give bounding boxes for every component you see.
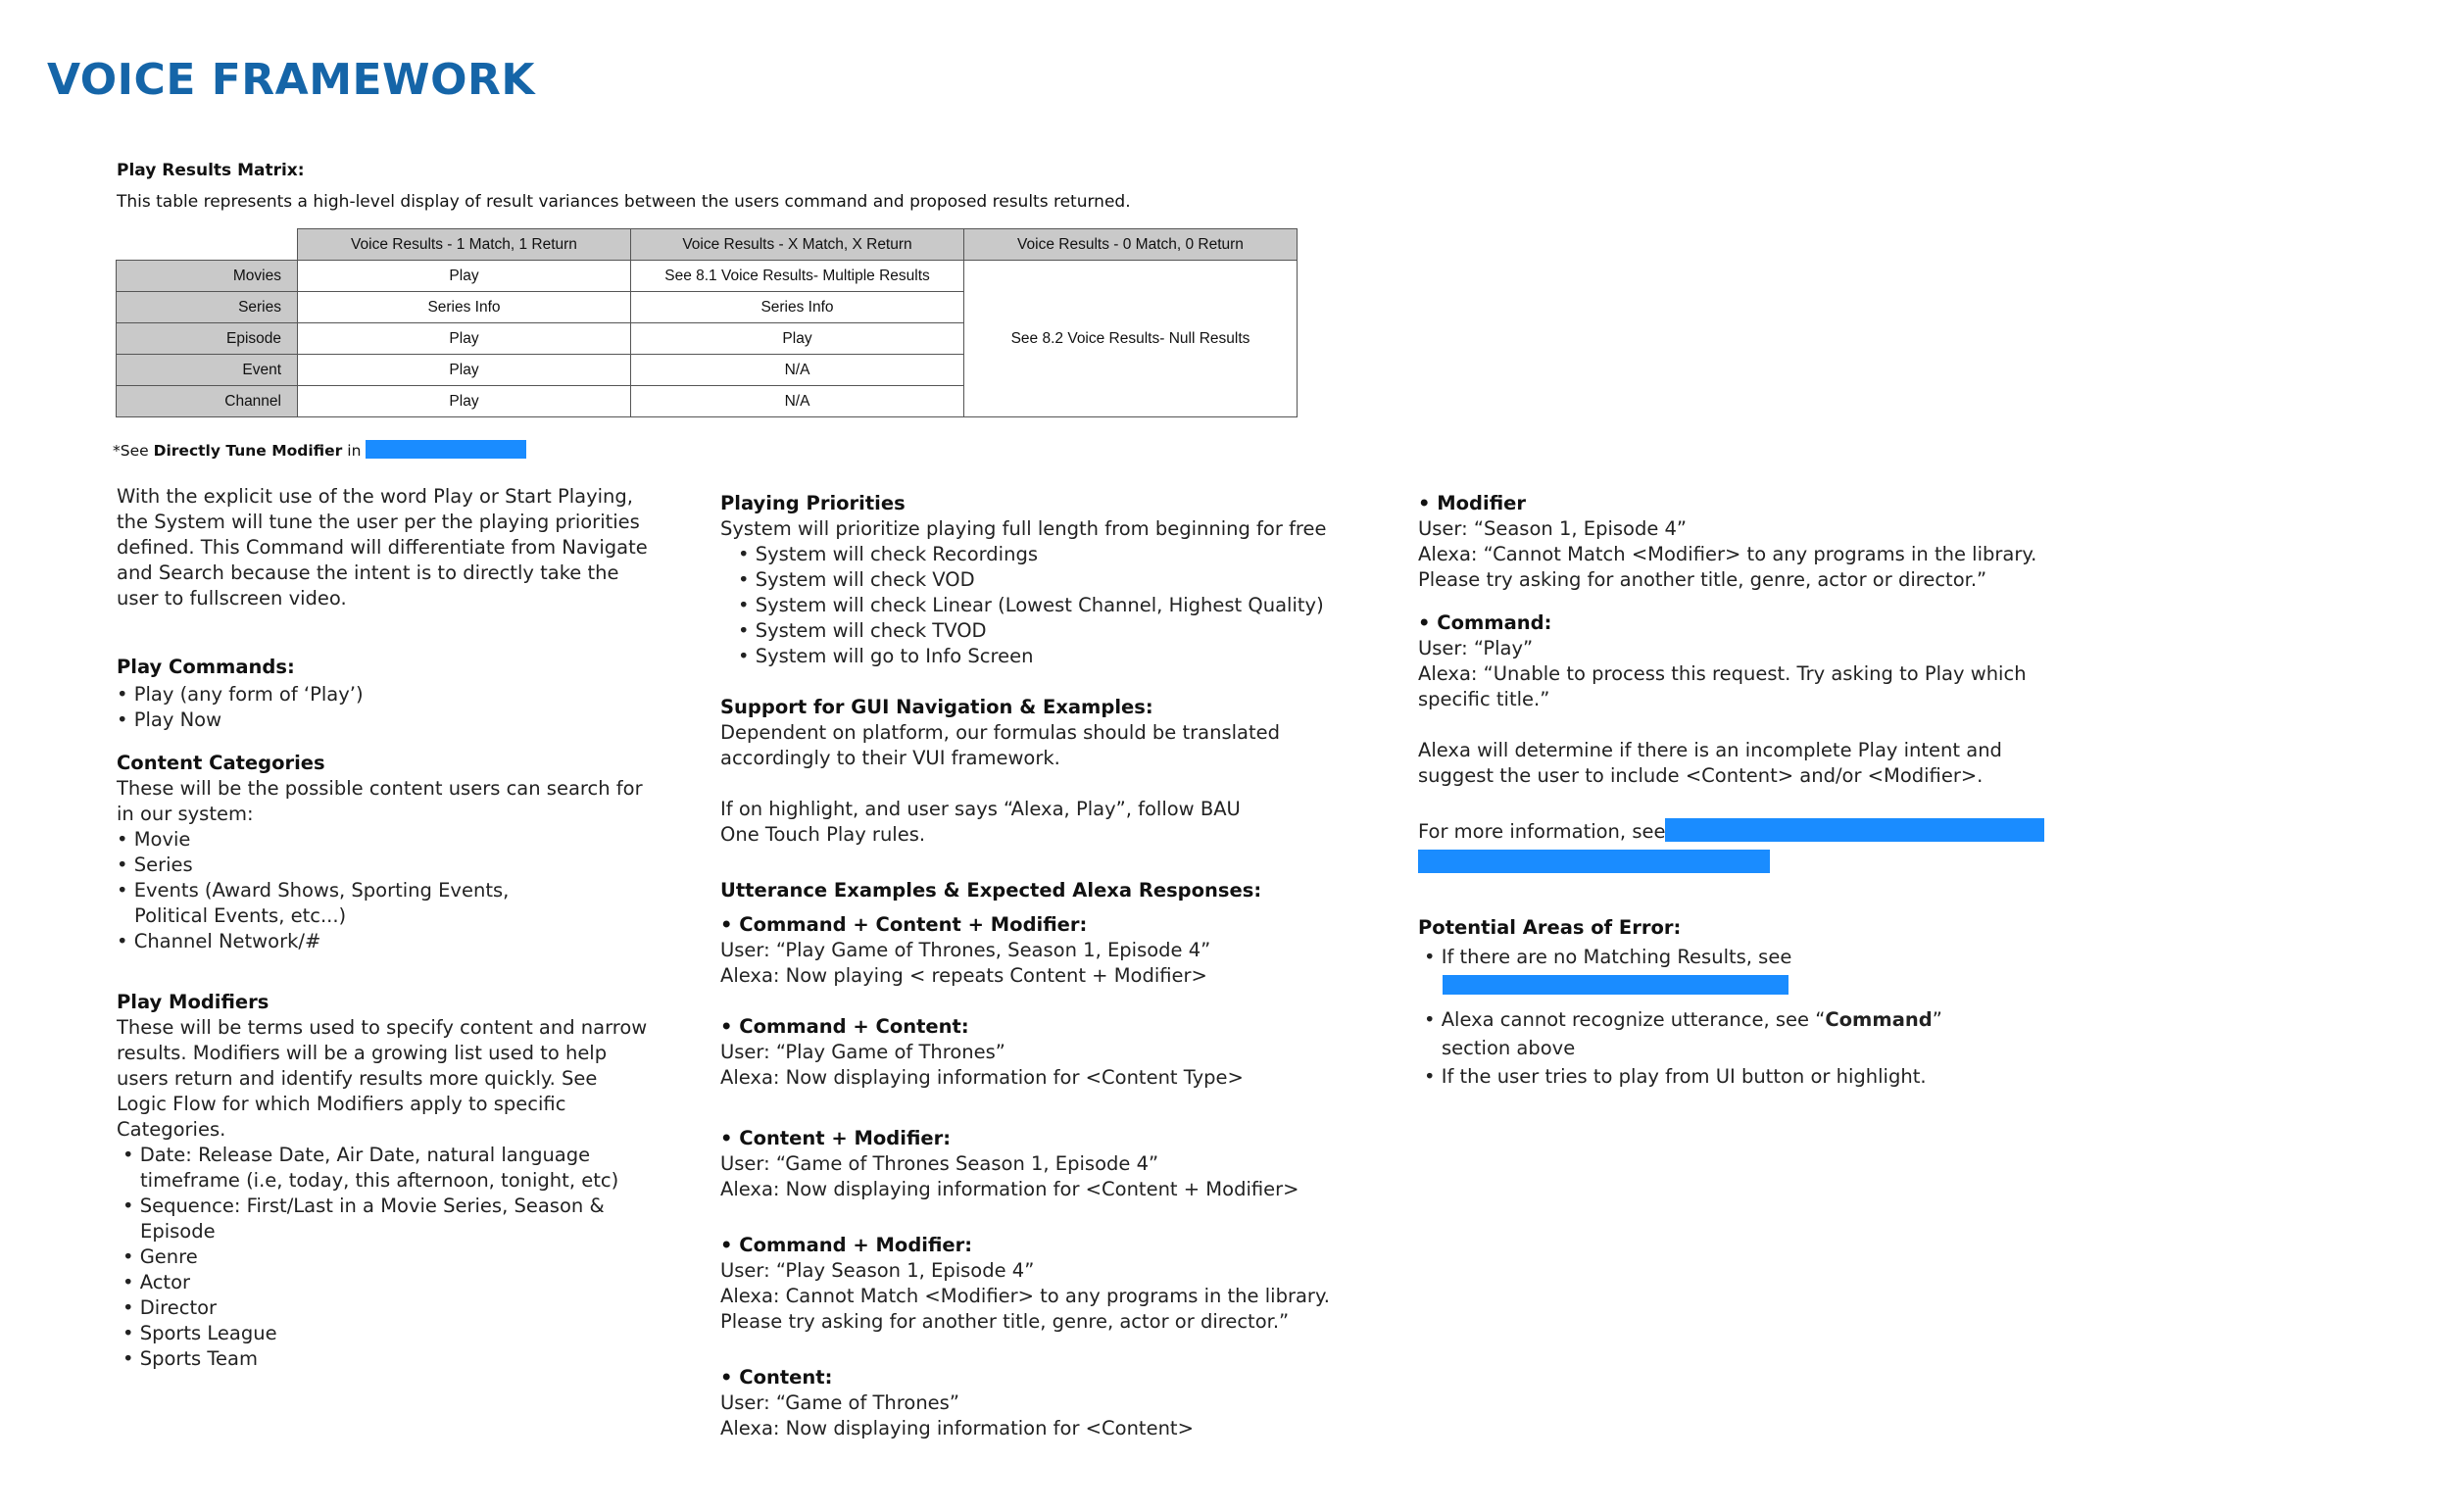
intro-line: With the explicit use of the word Play or Start Playing,: [117, 485, 633, 508]
example-line: User: “Play Game of Thrones”: [720, 1041, 1005, 1063]
matrix-cell: N/A: [631, 386, 964, 417]
footnote-bold: Directly Tune Modifier: [153, 442, 343, 460]
error2-prefix: • Alexa cannot recognize utterance, see “: [1424, 1008, 1826, 1031]
play-commands-heading: Play Commands:: [117, 656, 295, 678]
utterance-examples-heading: Utterance Examples & Expected Alexa Responses:: [720, 879, 1262, 902]
list-item: • Actor: [122, 1271, 191, 1293]
response-line: specific title.”: [1418, 688, 1550, 710]
response-line: User: “Play”: [1418, 637, 1534, 659]
example-line: Alexa: Cannot Match <Modifier> to any programs in the library.: [720, 1285, 1330, 1307]
example-line: Alexa: Now displaying information for <Content Type>: [720, 1066, 1244, 1089]
error-redaction-row: [1418, 975, 2104, 1001]
example-line: Alexa: Now playing < repeats Content + Modifier>: [720, 964, 1207, 987]
column-left: [117, 484, 665, 1372]
intro-line: and Search because the intent is to directly take the: [117, 561, 619, 584]
modifiers-list: [117, 1143, 665, 1372]
more-info-text: For more information, see: [1418, 820, 1666, 843]
matrix-column-header: Voice Results - X Match, X Return: [631, 229, 964, 261]
modifier-label: • Modifier: [1418, 492, 1526, 514]
matrix-row-label: Event: [117, 355, 298, 386]
redacted-link[interactable]: [1443, 975, 1788, 995]
page-title: VOICE FRAMEWORK: [47, 55, 535, 105]
footnote-prefix: *See: [113, 442, 149, 460]
more-info-redaction-row: [1418, 850, 2104, 880]
list-item: • Movie: [117, 828, 191, 851]
play-modifiers-desc: results. Modifiers will be a growing list used to help: [117, 1042, 608, 1064]
matrix-heading: Play Results Matrix:: [117, 161, 305, 180]
matrix-corner-cell: [117, 229, 298, 261]
list-item: • Director: [122, 1296, 218, 1319]
example-line: User: “Play Game of Thrones, Season 1, Episode 4”: [720, 939, 1211, 961]
matrix-cell: Series Info: [298, 292, 631, 323]
example-line: User: “Game of Thrones”: [720, 1391, 959, 1414]
matrix-cell: Play: [631, 323, 964, 355]
matrix-footnote: [113, 440, 526, 460]
matrix-null-result-cell: See 8.2 Voice Results- Null Results: [964, 261, 1298, 417]
matrix-cell: Play: [298, 261, 631, 292]
error-item-continuation: section above: [1442, 1037, 1576, 1059]
list-item-continuation: timeframe (i.e, today, this afternoon, tonight, etc): [140, 1169, 619, 1192]
example-label: • Content:: [720, 1366, 833, 1389]
example-line: Alexa: Now displaying information for <Content>: [720, 1417, 1194, 1439]
intro-line: the System will tune the user per the playing priorities: [117, 511, 640, 533]
content-categories-desc: in our system:: [117, 803, 254, 825]
matrix-cell: Series Info: [631, 292, 964, 323]
list-item: • System will check TVOD: [738, 619, 987, 642]
matrix-column-header: Voice Results - 0 Match, 0 Return: [964, 229, 1298, 261]
matrix-description: This table represents a high-level display of result variances between the users command and proposed results returned.: [117, 192, 1131, 212]
response-line: Alexa: “Cannot Match <Modifier> to any programs in the library.: [1418, 543, 2037, 565]
gui-navigation-heading: Support for GUI Navigation & Examples:: [720, 696, 1153, 718]
list-item: • Sports Team: [122, 1347, 258, 1370]
list-item-continuation: Episode: [140, 1220, 216, 1243]
list-item: • System will go to Info Screen: [738, 645, 1034, 667]
incomplete-intent: suggest the user to include <Content> and/or <Modifier>.: [1418, 764, 1984, 787]
gui-desc: Dependent on platform, our formulas should be translated: [720, 721, 1281, 744]
matrix-cell: Play: [298, 355, 631, 386]
incomplete-intent: Alexa will determine if there is an incomplete Play intent and: [1418, 739, 2002, 761]
matrix-row-label: Episode: [117, 323, 298, 355]
list-item: • System will check Linear (Lowest Channel, Highest Quality): [738, 594, 1324, 616]
example-label: • Command + Content + Modifier:: [720, 913, 1088, 936]
play-modifiers-desc: These will be terms used to specify content and narrow: [117, 1016, 648, 1039]
list-item: • Play (any form of ‘Play’): [117, 683, 364, 706]
column-right: [1418, 491, 2104, 1090]
matrix-row-label: Series: [117, 292, 298, 323]
play-modifiers-heading: Play Modifiers: [117, 991, 270, 1013]
matrix-row: [117, 261, 1298, 292]
content-categories-desc: These will be the possible content users can search for: [117, 777, 643, 800]
example-line: Alexa: Now displaying information for <Content + Modifier>: [720, 1178, 1299, 1200]
list-item: • Genre: [122, 1245, 198, 1268]
list-item: • System will check VOD: [738, 568, 975, 591]
list-item: • Play Now: [117, 708, 222, 731]
list-item: • Events (Award Shows, Sporting Events,: [117, 879, 510, 902]
column-middle: [720, 491, 1348, 1441]
potential-errors-heading: Potential Areas of Error:: [1418, 916, 1682, 939]
error2-bold: Command: [1825, 1008, 1933, 1031]
response-line: Please try asking for another title, genre, actor or director.”: [1418, 568, 1987, 591]
footnote-in: in: [347, 442, 362, 460]
matrix-cell: See 8.1 Voice Results- Multiple Results: [631, 261, 964, 292]
matrix-row-label: Movies: [117, 261, 298, 292]
playing-priorities-desc: System will prioritize playing full length from beginning for free: [720, 517, 1327, 540]
matrix-cell: Play: [298, 323, 631, 355]
example-label: • Command + Modifier:: [720, 1234, 973, 1256]
play-modifiers-desc: users return and identify results more quickly. See: [117, 1067, 598, 1090]
list-item: • Series: [117, 854, 193, 876]
matrix-cell: Play: [298, 386, 631, 417]
gui-highlight: If on highlight, and user says “Alexa, Play”, follow BAU: [720, 798, 1241, 820]
list-item: • Sports League: [122, 1322, 277, 1344]
error-item: • If the user tries to play from UI button or highlight.: [1424, 1065, 1927, 1088]
matrix-header-row: [117, 229, 1298, 261]
gui-highlight: One Touch Play rules.: [720, 823, 926, 846]
list-item-continuation: Political Events, etc...): [134, 904, 347, 927]
example-line: User: “Play Season 1, Episode 4”: [720, 1259, 1035, 1282]
example-label: • Command + Content:: [720, 1015, 969, 1038]
example-line: Please try asking for another title, genre, actor or director.”: [720, 1310, 1290, 1333]
list-item: • Date: Release Date, Air Date, natural language: [122, 1144, 591, 1166]
redacted-link[interactable]: [366, 440, 526, 459]
list-item: • Channel Network/#: [117, 930, 321, 952]
redacted-link[interactable]: [1418, 850, 1770, 873]
playing-priorities-heading: Playing Priorities: [720, 492, 906, 514]
error2-suffix: ”: [1932, 1008, 1942, 1031]
list-item: • Sequence: First/Last in a Movie Series, Season &: [122, 1195, 605, 1217]
response-line: User: “Season 1, Episode 4”: [1418, 517, 1688, 540]
intro-line: defined. This Command will differentiate from Navigate: [117, 536, 648, 559]
redacted-link[interactable]: [1665, 818, 2044, 842]
play-results-matrix: [116, 228, 1298, 417]
list-item: • System will check Recordings: [738, 543, 1038, 565]
intro-line: user to fullscreen video.: [117, 587, 347, 610]
matrix-row-label: Channel: [117, 386, 298, 417]
command-label: • Command:: [1418, 611, 1552, 634]
response-line: Alexa: “Unable to process this request. Try asking to Play which: [1418, 662, 2027, 685]
matrix-column-header: Voice Results - 1 Match, 1 Return: [298, 229, 631, 261]
error-item: • If there are no Matching Results, see: [1424, 946, 1792, 968]
play-modifiers-desc: Logic Flow for which Modifiers apply to specific: [117, 1093, 566, 1115]
gui-desc: accordingly to their VUI framework.: [720, 747, 1060, 769]
error-item: [1418, 1007, 2104, 1033]
example-label: • Content + Modifier:: [720, 1127, 952, 1149]
more-info: [1418, 818, 2104, 845]
matrix-cell: N/A: [631, 355, 964, 386]
content-categories-heading: Content Categories: [117, 752, 325, 774]
example-line: User: “Game of Thrones Season 1, Episode 4”: [720, 1152, 1159, 1175]
play-modifiers-desc: Categories.: [117, 1118, 226, 1141]
